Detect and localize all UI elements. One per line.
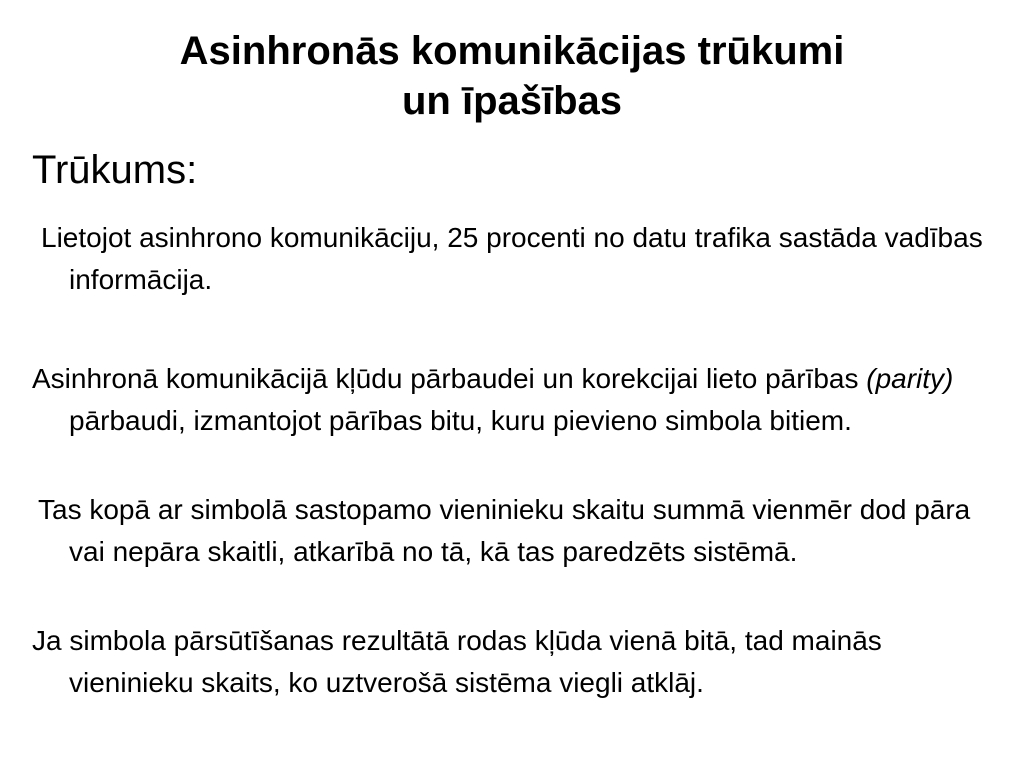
section-heading: Trūkums: [32, 148, 198, 192]
paragraph-sum [32, 489, 992, 573]
paragraph-parity-text-before: Asinhronā komunikācijā kļūdu pārbaudei un korekcijai lieto pārības [32, 363, 867, 394]
paragraph-sum-text: Tas kopā ar simbolā sastopamo vieninieku skaitu summā vienmēr dod pāra vai nepāra skaitli, atkarībā no tā, kā tas paredzēts sistēmā. [38, 494, 971, 567]
paragraph-error-detection-text: Ja simbola pārsūtīšanas rezultātā rodas kļūda vienā bitā, tad mainās vieninieku skaits, ko uztverošā sistēma viegli atklāj. [32, 625, 882, 698]
paragraph-error-detection [32, 620, 992, 704]
slide-title-line1: Asinhronās komunikācijas trūkumi [179, 29, 845, 73]
slide-title [40, 26, 984, 126]
paragraph-parity-text-after: pārbaudi, izmantojot pārības bitu, kuru pievieno simbola bitiem. [69, 405, 852, 436]
parity-term: (parity) [866, 363, 954, 394]
paragraph-parity [32, 358, 992, 442]
slide-title-line2: un īpašības [401, 79, 623, 123]
paragraph-overhead [32, 217, 992, 301]
paragraph-overhead-text: Lietojot asinhrono komunikāciju, 25 procenti no datu trafika sastāda vadības informācija. [41, 222, 983, 295]
